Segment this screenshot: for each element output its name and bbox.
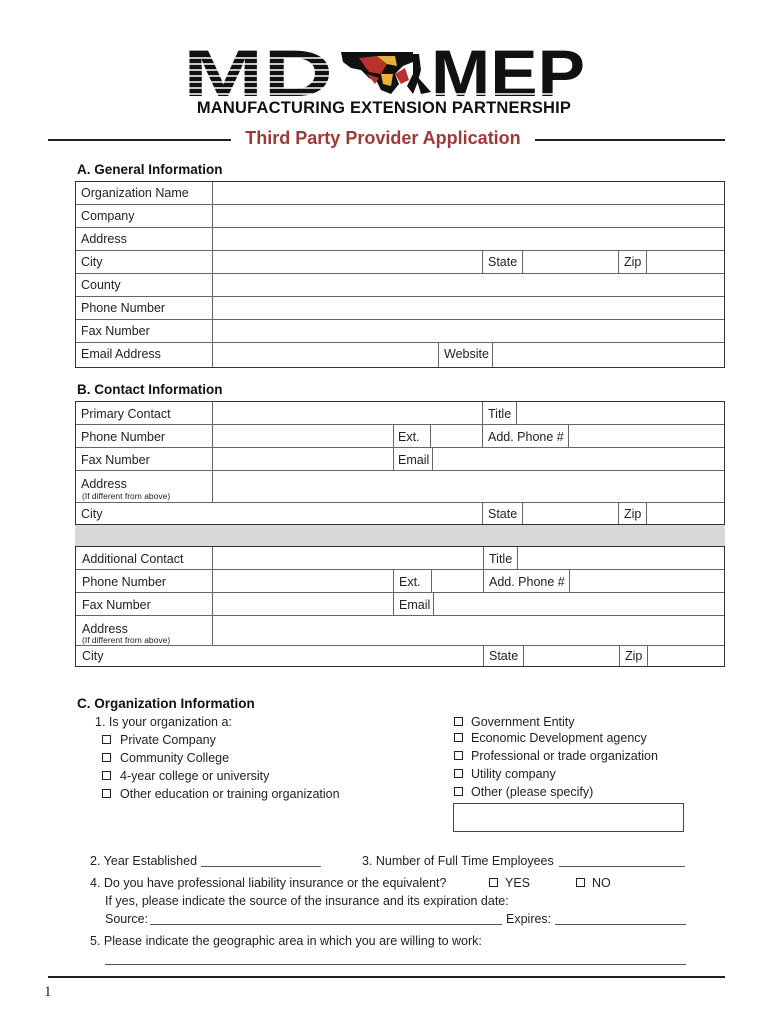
row-additional-contact — [76, 547, 724, 570]
option-community-college: Community College — [120, 751, 230, 765]
row-additional-address — [76, 616, 724, 646]
md-mep-logo — [181, 44, 587, 104]
additional-zip-label: Zip — [625, 649, 643, 663]
title-rule-left — [48, 139, 231, 141]
checkbox-no[interactable] — [576, 878, 585, 887]
checkbox-community-college[interactable] — [102, 753, 111, 762]
primary-state-field[interactable] — [523, 503, 618, 524]
primary-zip-field[interactable] — [647, 503, 724, 524]
zip-label: Zip — [624, 255, 642, 269]
primary-state-label: State — [488, 507, 518, 521]
address-field[interactable] — [213, 228, 724, 250]
state-label: State — [488, 255, 518, 269]
email-label: Email Address — [81, 347, 161, 361]
source-label: Source: — [105, 912, 149, 926]
primary-contact-table — [75, 401, 725, 525]
primary-city-field[interactable] — [213, 503, 482, 524]
county-label: County — [81, 278, 121, 292]
additional-address-label: Address — [82, 622, 128, 636]
additional-contact-table — [75, 546, 725, 667]
additional-fax-label: Fax Number — [82, 598, 151, 612]
row-additional-phone — [76, 570, 724, 593]
primary-phone-field[interactable] — [213, 425, 393, 447]
website-field[interactable] — [493, 343, 724, 367]
year-established-field[interactable] — [201, 866, 321, 867]
additional-address-note: (If different from above) — [82, 635, 171, 645]
zip-field[interactable] — [647, 251, 724, 273]
expires-label: Expires: — [506, 912, 552, 926]
additional-ext-label: Ext. — [399, 575, 421, 589]
checkbox-professional-trade[interactable] — [454, 751, 463, 760]
q2-text: 2. Year Established — [90, 854, 198, 868]
fax-label: Fax Number — [81, 324, 150, 338]
option-economic-development: Economic Development agency — [471, 731, 647, 745]
option-utility-company: Utility company — [471, 767, 556, 781]
company-label: Company — [81, 209, 135, 223]
checkbox-utility-company[interactable] — [454, 769, 463, 778]
option-government-entity: Government Entity — [471, 715, 575, 729]
additional-zip-field[interactable] — [648, 646, 724, 666]
primary-email-field[interactable] — [433, 448, 724, 470]
no-label: NO — [592, 876, 611, 890]
section-c-heading: C. Organization Information — [77, 696, 255, 711]
primary-email-label: Email — [398, 453, 430, 467]
additional-email-label: Email — [399, 598, 431, 612]
phone-label: Phone Number — [81, 301, 166, 315]
checkbox-other-specify[interactable] — [454, 787, 463, 796]
primary-contact-field[interactable] — [213, 402, 482, 424]
city-field[interactable] — [213, 251, 482, 273]
additional-city-field[interactable] — [213, 646, 483, 666]
form-title: Third Party Provider Application — [245, 128, 521, 148]
primary-address-field[interactable] — [213, 471, 724, 502]
additional-add-phone-label: Add. Phone # — [489, 575, 565, 589]
company-field[interactable] — [213, 205, 724, 227]
option-other-specify: Other (please specify) — [471, 785, 594, 799]
title-rule-right — [535, 139, 725, 141]
source-field[interactable] — [150, 924, 502, 925]
logo-mep-text: MEP — [431, 44, 585, 104]
additional-ext-field[interactable] — [432, 570, 483, 592]
additional-contact-label: Additional Contact — [82, 552, 184, 566]
checkbox-4year-college[interactable] — [102, 771, 111, 780]
option-private-company: Private Company — [120, 733, 216, 747]
additional-address-field[interactable] — [213, 616, 724, 645]
checkbox-private-company[interactable] — [102, 735, 111, 744]
additional-city-label: City — [82, 649, 104, 663]
primary-title-field[interactable] — [517, 402, 724, 424]
row-phone — [76, 297, 724, 320]
row-city — [76, 251, 724, 274]
primary-fax-label: Fax Number — [81, 453, 150, 467]
additional-title-label: Title — [489, 552, 513, 566]
checkbox-economic-development[interactable] — [454, 733, 463, 742]
primary-phone-label: Phone Number — [81, 430, 166, 444]
additional-contact-field[interactable] — [213, 547, 483, 569]
primary-ext-label: Ext. — [398, 430, 420, 444]
primary-ext-field[interactable] — [431, 425, 482, 447]
row-primary-address — [76, 471, 724, 503]
fax-field[interactable] — [213, 320, 724, 342]
q3-text: 3. Number of Full Time Employees — [362, 854, 554, 868]
additional-phone-label: Phone Number — [82, 575, 167, 589]
additional-state-field[interactable] — [524, 646, 619, 666]
city-label: City — [81, 255, 103, 269]
geographic-area-field[interactable] — [105, 964, 686, 965]
state-field[interactable] — [523, 251, 618, 273]
additional-fax-field[interactable] — [213, 593, 393, 615]
row-primary-contact — [76, 402, 724, 425]
yes-label: YES — [505, 876, 531, 890]
employees-field[interactable] — [559, 866, 685, 867]
primary-fax-field[interactable] — [213, 448, 393, 470]
primary-address-label: Address — [81, 477, 127, 491]
row-address — [76, 228, 724, 251]
primary-address-note: (If different from above) — [82, 491, 171, 501]
org-name-label: Organization Name — [81, 186, 189, 200]
q4-text: 4. Do you have professional liability insurance or the equivalent? — [90, 876, 447, 890]
additional-email-field[interactable] — [434, 593, 724, 615]
logo-subtitle: MANUFACTURING EXTENSION PARTNERSHIP — [196, 99, 572, 117]
q4-followup-text: If yes, please indicate the source of the insurance and its expiration date: — [105, 894, 509, 908]
logo-md-text: MD — [183, 44, 333, 104]
phone-field[interactable] — [213, 297, 724, 319]
row-additional-city — [76, 646, 724, 666]
option-professional-trade: Professional or trade organization — [471, 749, 658, 763]
org-name-field[interactable] — [213, 182, 724, 204]
page-number: 1 — [44, 984, 52, 1000]
row-primary-fax — [76, 448, 724, 471]
county-field[interactable] — [213, 274, 724, 296]
primary-title-label: Title — [488, 407, 512, 421]
primary-add-phone-field[interactable] — [569, 425, 724, 447]
address-label: Address — [81, 232, 127, 246]
section-a-heading: A. General Information — [77, 162, 223, 177]
additional-title-field[interactable] — [518, 547, 724, 569]
section-b-heading: B. Contact Information — [77, 382, 223, 397]
primary-add-phone-label: Add. Phone # — [488, 430, 564, 444]
row-email — [76, 343, 724, 367]
row-county — [76, 274, 724, 297]
email-field[interactable] — [213, 343, 438, 367]
row-primary-phone — [76, 425, 724, 448]
row-primary-city — [76, 503, 724, 524]
checkbox-yes[interactable] — [489, 878, 498, 887]
expires-field[interactable] — [555, 924, 686, 925]
primary-city-label: City — [81, 507, 103, 521]
general-info-table — [75, 181, 725, 368]
option-other-education: Other education or training organization — [120, 787, 340, 801]
other-specify-field[interactable] — [453, 803, 684, 832]
table-spacer-band — [75, 525, 725, 546]
additional-phone-field[interactable] — [213, 570, 393, 592]
q1-text: 1. Is your organization a: — [95, 715, 232, 729]
primary-contact-label: Primary Contact — [81, 407, 171, 421]
row-fax — [76, 320, 724, 343]
additional-state-label: State — [489, 649, 519, 663]
row-org-name — [76, 182, 724, 205]
website-label: Website — [444, 347, 489, 361]
q5-text: 5. Please indicate the geographic area in which you are willing to work: — [90, 934, 482, 948]
footer-rule — [48, 976, 725, 978]
checkbox-other-education[interactable] — [102, 789, 111, 798]
primary-zip-label: Zip — [624, 507, 642, 521]
row-company — [76, 205, 724, 228]
additional-add-phone-field[interactable] — [570, 570, 724, 592]
checkbox-government-entity[interactable] — [454, 717, 463, 726]
option-4year-college: 4-year college or university — [120, 769, 270, 783]
row-additional-fax — [76, 593, 724, 616]
